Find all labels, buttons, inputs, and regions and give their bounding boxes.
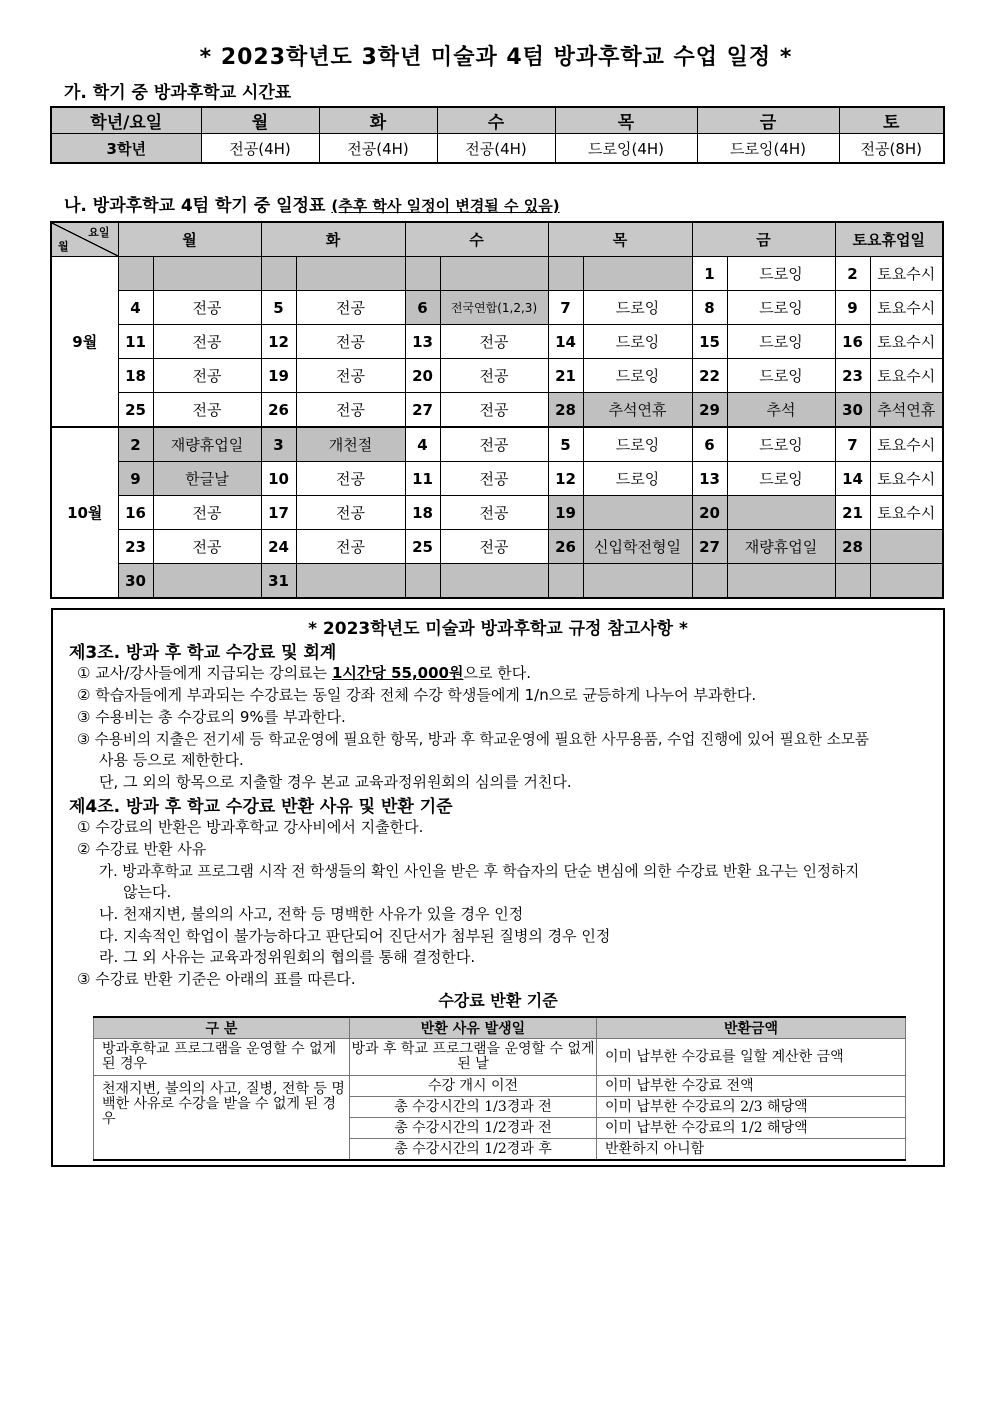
calendar-day: 23 bbox=[835, 359, 870, 393]
timetable-cell: 전공(4H) bbox=[201, 134, 319, 164]
refund-header: 반환금액 bbox=[597, 1017, 906, 1039]
calendar-event: 드로잉 bbox=[583, 325, 692, 359]
calendar-day: 28 bbox=[835, 530, 870, 564]
calendar-day: 31 bbox=[261, 564, 296, 599]
calendar-event: 토요수시 bbox=[870, 257, 943, 291]
calendar-day: 11 bbox=[405, 462, 440, 496]
month-label: 10월 bbox=[51, 427, 118, 598]
calendar-event: 전공 bbox=[296, 325, 405, 359]
calendar-event: 드로잉 bbox=[583, 427, 692, 462]
timetable-row bbox=[51, 134, 944, 164]
lecture-fee-highlight: 1시간당 55,000원 bbox=[331, 664, 464, 682]
calendar-event: 드로잉 bbox=[583, 291, 692, 325]
calendar-event: 전공 bbox=[440, 530, 548, 564]
calendar-day: 5 bbox=[548, 427, 583, 462]
calendar-event: 전공 bbox=[440, 359, 548, 393]
timetable-header-row bbox=[51, 107, 944, 134]
calendar-event: 전공 bbox=[296, 393, 405, 428]
calendar-day: 3 bbox=[261, 427, 296, 462]
calendar-event bbox=[296, 257, 405, 291]
calendar-day: 27 bbox=[692, 530, 727, 564]
calendar-day: 13 bbox=[692, 462, 727, 496]
article-4-item-2c: 다. 지속적인 학업이 불가능하다고 판단되어 진단서가 첨부된 질병의 경우 인정 bbox=[99, 927, 611, 945]
calendar-event: 전공 bbox=[296, 462, 405, 496]
page-title: * 2023학년도 3학년 미술과 4텀 방과후학교 수업 일정 * bbox=[199, 45, 793, 70]
timetable-header: 수 bbox=[437, 107, 555, 134]
calendar-event bbox=[727, 496, 835, 530]
calendar-event: 전공 bbox=[153, 393, 261, 428]
corner-day-label: 요일 bbox=[88, 226, 110, 239]
calendar-header: 토요휴업일 bbox=[835, 222, 943, 257]
calendar-day bbox=[548, 257, 583, 291]
calendar-day bbox=[118, 257, 153, 291]
rules-box bbox=[51, 608, 945, 1167]
article-3-title: 제3조. 방과 후 학교 수강료 및 회계 bbox=[69, 643, 337, 663]
calendar-event: 전공 bbox=[153, 359, 261, 393]
calendar-day bbox=[548, 564, 583, 599]
timetable-header: 금 bbox=[697, 107, 839, 134]
refund-when: 수강 개시 이전 bbox=[350, 1076, 597, 1097]
calendar-event: 드로잉 bbox=[727, 325, 835, 359]
calendar-week bbox=[51, 393, 943, 428]
article-4-item-1: ① 수강료의 반환은 방과후학교 강사비에서 지출한다. bbox=[77, 818, 424, 836]
section-b-title bbox=[64, 191, 560, 216]
refund-table-caption: 수강료 반환 기준 bbox=[438, 991, 558, 1010]
refund-when: 총 수강시간의 1/2경과 전 bbox=[350, 1118, 597, 1139]
calendar-event: 드로잉 bbox=[583, 462, 692, 496]
calendar-week bbox=[51, 530, 943, 564]
calendar-event: 한글날 bbox=[153, 462, 261, 496]
calendar-event bbox=[153, 564, 261, 599]
calendar-day bbox=[692, 564, 727, 599]
timetable-cell: 드로잉(4H) bbox=[555, 134, 697, 164]
calendar-day: 14 bbox=[548, 325, 583, 359]
calendar-day: 22 bbox=[692, 359, 727, 393]
article-3-item-1 bbox=[77, 662, 531, 683]
refund-when: 방과 후 학교 프로그램을 운영할 수 없게 된 날 bbox=[350, 1039, 597, 1076]
calendar-week bbox=[51, 462, 943, 496]
calendar-week bbox=[51, 564, 943, 599]
section-a-title: 가. 학기 중 방과후학교 시간표 bbox=[64, 83, 292, 103]
calendar-day: 19 bbox=[548, 496, 583, 530]
calendar-day: 25 bbox=[118, 393, 153, 428]
calendar-event: 전공 bbox=[440, 496, 548, 530]
calendar-day: 11 bbox=[118, 325, 153, 359]
article-4-item-3: ③ 수강료 반환 기준은 아래의 표를 따른다. bbox=[77, 970, 356, 988]
section-b-note: (추후 학사 일정이 변경될 수 있음) bbox=[331, 197, 560, 215]
calendar-day: 9 bbox=[835, 291, 870, 325]
calendar-week bbox=[51, 291, 943, 325]
article-4-title: 제4조. 방과 후 학교 수강료 반환 사유 및 반환 기준 bbox=[69, 797, 453, 817]
refund-amount: 이미 납부한 수강료를 일할 계산한 금액 bbox=[597, 1039, 906, 1076]
article-3-item-4-note: 단, 그 외의 항목으로 지출할 경우 본교 교육과정위원회의 심의를 거친다. bbox=[99, 773, 572, 791]
calendar-day: 2 bbox=[118, 427, 153, 462]
section-b-label: 나. 방과후학교 4텀 학기 중 일정표 bbox=[64, 196, 326, 216]
calendar-day: 8 bbox=[692, 291, 727, 325]
calendar-day: 16 bbox=[835, 325, 870, 359]
calendar-corner bbox=[51, 222, 118, 257]
calendar-event bbox=[870, 564, 943, 599]
refund-when: 총 수강시간의 1/2경과 후 bbox=[350, 1139, 597, 1161]
article-3-item-3: ③ 수용비는 총 수강료의 9%를 부과한다. bbox=[77, 708, 346, 726]
calendar-day: 2 bbox=[835, 257, 870, 291]
calendar-event: 전공 bbox=[153, 291, 261, 325]
calendar-header: 금 bbox=[692, 222, 835, 257]
calendar-event bbox=[440, 564, 548, 599]
calendar-event bbox=[583, 496, 692, 530]
calendar-week bbox=[51, 359, 943, 393]
calendar-day: 10 bbox=[261, 462, 296, 496]
calendar-day: 5 bbox=[261, 291, 296, 325]
article-4-item-2a-cont: 않는다. bbox=[123, 883, 172, 901]
refund-case: 방과후학교 프로그램을 운영할 수 없게 된 경우 bbox=[94, 1039, 350, 1076]
calendar-day: 12 bbox=[261, 325, 296, 359]
calendar-event: 전공 bbox=[440, 427, 548, 462]
calendar-day: 1 bbox=[692, 257, 727, 291]
calendar-day: 4 bbox=[118, 291, 153, 325]
calendar-day: 30 bbox=[835, 393, 870, 428]
timetable-cell: 3학년 bbox=[51, 134, 201, 164]
calendar-day: 28 bbox=[548, 393, 583, 428]
refund-table bbox=[93, 1016, 906, 1161]
calendar-event: 드로잉 bbox=[727, 359, 835, 393]
calendar-day: 23 bbox=[118, 530, 153, 564]
calendar-event: 전공 bbox=[296, 496, 405, 530]
calendar-header: 목 bbox=[548, 222, 692, 257]
calendar-event: 토요수시 bbox=[870, 325, 943, 359]
calendar-event: 토요수시 bbox=[870, 462, 943, 496]
calendar-day: 26 bbox=[261, 393, 296, 428]
calendar-event: 전공 bbox=[296, 359, 405, 393]
calendar-day: 13 bbox=[405, 325, 440, 359]
calendar-event: 전공 bbox=[440, 462, 548, 496]
timetable-header: 월 bbox=[201, 107, 319, 134]
calendar-event: 신입학전형일 bbox=[583, 530, 692, 564]
timetable-cell: 전공(8H) bbox=[839, 134, 944, 164]
calendar-header: 화 bbox=[261, 222, 405, 257]
calendar-event bbox=[870, 530, 943, 564]
calendar-day: 6 bbox=[405, 291, 440, 325]
article-3-item-1-text: ① 교사/강사들에게 지급되는 강의료는 bbox=[77, 664, 328, 682]
calendar-day: 12 bbox=[548, 462, 583, 496]
calendar-event bbox=[583, 564, 692, 599]
calendar-header: 수 bbox=[405, 222, 548, 257]
calendar-event: 토요수시 bbox=[870, 359, 943, 393]
calendar-event: 드로잉 bbox=[727, 427, 835, 462]
timetable-header: 학년/요일 bbox=[51, 107, 201, 134]
month-label: 9월 bbox=[51, 257, 118, 428]
calendar-day: 20 bbox=[405, 359, 440, 393]
calendar-event: 토요수시 bbox=[870, 427, 943, 462]
calendar-header-row bbox=[51, 222, 943, 257]
calendar-day: 29 bbox=[692, 393, 727, 428]
calendar-event: 드로잉 bbox=[727, 462, 835, 496]
calendar-week bbox=[51, 325, 943, 359]
calendar-day bbox=[835, 564, 870, 599]
calendar-day: 16 bbox=[118, 496, 153, 530]
refund-amount: 이미 납부한 수강료 전액 bbox=[597, 1076, 906, 1097]
calendar-event: 추석 bbox=[727, 393, 835, 428]
calendar-day: 20 bbox=[692, 496, 727, 530]
calendar-day: 19 bbox=[261, 359, 296, 393]
calendar-day: 24 bbox=[261, 530, 296, 564]
article-4-item-2: ② 수강료 반환 사유 bbox=[77, 840, 207, 858]
calendar-event bbox=[296, 564, 405, 599]
calendar-event: 전공 bbox=[296, 291, 405, 325]
calendar-day bbox=[405, 257, 440, 291]
calendar-day: 26 bbox=[548, 530, 583, 564]
calendar-event: 전공 bbox=[153, 530, 261, 564]
calendar-event: 전공 bbox=[440, 325, 548, 359]
timetable-header: 목 bbox=[555, 107, 697, 134]
calendar-week bbox=[51, 496, 943, 530]
refund-amount: 이미 납부한 수강료의 2/3 해당액 bbox=[597, 1097, 906, 1118]
calendar-event: 추석연휴 bbox=[870, 393, 943, 428]
rules-title: * 2023학년도 미술과 방과후학교 규정 참고사항 * bbox=[308, 619, 688, 639]
calendar-event: 전국연합(1,2,3) bbox=[440, 291, 548, 325]
calendar-event: 전공 bbox=[440, 393, 548, 428]
refund-header: 구 분 bbox=[94, 1017, 350, 1039]
calendar-week bbox=[51, 257, 943, 291]
calendar-day: 15 bbox=[692, 325, 727, 359]
refund-header: 반환 사유 발생일 bbox=[350, 1017, 597, 1039]
refund-row bbox=[94, 1039, 906, 1076]
calendar-event: 드로잉 bbox=[727, 291, 835, 325]
calendar-day: 7 bbox=[548, 291, 583, 325]
timetable-cell: 드로잉(4H) bbox=[697, 134, 839, 164]
refund-amount: 이미 납부한 수강료의 1/2 해당액 bbox=[597, 1118, 906, 1139]
timetable-cell: 전공(4H) bbox=[437, 134, 555, 164]
corner-month-label: 월 bbox=[58, 240, 69, 253]
article-3-item-2: ② 학습자들에게 부과되는 수강료는 동일 강좌 전체 수강 학생들에게 1/n으로 균등하게 나누어 부과한다. bbox=[77, 686, 757, 704]
refund-when: 총 수강시간의 1/3경과 전 bbox=[350, 1097, 597, 1118]
calendar-day: 6 bbox=[692, 427, 727, 462]
calendar-event: 전공 bbox=[296, 530, 405, 564]
article-3-item-1-end: 으로 한다. bbox=[463, 664, 531, 682]
refund-row bbox=[94, 1076, 906, 1097]
calendar-day: 21 bbox=[835, 496, 870, 530]
calendar-event bbox=[153, 257, 261, 291]
calendar-event bbox=[583, 257, 692, 291]
article-4-item-2d: 라. 그 외 사유는 교육과정위원회의 협의를 통해 결정한다. bbox=[99, 948, 476, 966]
calendar-event: 개천절 bbox=[296, 427, 405, 462]
calendar bbox=[50, 221, 944, 599]
calendar-header: 월 bbox=[118, 222, 261, 257]
calendar-day bbox=[405, 564, 440, 599]
calendar-day: 25 bbox=[405, 530, 440, 564]
calendar-event: 추석연휴 bbox=[583, 393, 692, 428]
calendar-day: 18 bbox=[405, 496, 440, 530]
calendar-event: 토요수시 bbox=[870, 291, 943, 325]
refund-header-row bbox=[94, 1017, 906, 1039]
article-3-item-4: ③ 수용비의 지출은 전기세 등 학교운영에 필요한 항목, 방과 후 학교운영에 필요한 사무용품, 수업 진행에 있어 필요한 소모품 bbox=[77, 731, 870, 748]
calendar-day: 4 bbox=[405, 427, 440, 462]
timetable bbox=[50, 106, 945, 164]
article-4-item-2b: 나. 천재지변, 불의의 사고, 전학 등 명백한 사유가 있을 경우 인정 bbox=[99, 905, 524, 923]
calendar-day: 7 bbox=[835, 427, 870, 462]
article-4-item-2a: 가. 방과후학교 프로그램 시작 전 학생들의 확인 사인을 받은 후 학습자의 단순 변심에 의한 수강료 반환 요구는 인정하지 bbox=[99, 863, 860, 880]
calendar-event: 재량휴업일 bbox=[727, 530, 835, 564]
calendar-day: 9 bbox=[118, 462, 153, 496]
calendar-day: 17 bbox=[261, 496, 296, 530]
calendar-day: 21 bbox=[548, 359, 583, 393]
calendar-day: 27 bbox=[405, 393, 440, 428]
calendar-day: 18 bbox=[118, 359, 153, 393]
refund-case: 천재지변, 불의의 사고, 질병, 전학 등 명백한 사유로 수강을 받을 수 없게 된 경우 bbox=[94, 1076, 350, 1161]
refund-amount: 반환하지 아니함 bbox=[597, 1139, 906, 1161]
calendar-event: 드로잉 bbox=[727, 257, 835, 291]
calendar-event bbox=[440, 257, 548, 291]
calendar-event: 전공 bbox=[153, 325, 261, 359]
timetable-header: 화 bbox=[319, 107, 437, 134]
timetable-cell: 전공(4H) bbox=[319, 134, 437, 164]
calendar-event bbox=[727, 564, 835, 599]
calendar-event: 드로잉 bbox=[583, 359, 692, 393]
calendar-day: 14 bbox=[835, 462, 870, 496]
calendar-event: 재량휴업일 bbox=[153, 427, 261, 462]
calendar-event: 토요수시 bbox=[870, 496, 943, 530]
calendar-event: 전공 bbox=[153, 496, 261, 530]
calendar-day: 30 bbox=[118, 564, 153, 599]
article-3-item-4-cont: 사용 등으로 제한한다. bbox=[99, 751, 244, 769]
calendar-day bbox=[261, 257, 296, 291]
timetable-header: 토 bbox=[839, 107, 944, 134]
calendar-week bbox=[51, 427, 943, 462]
